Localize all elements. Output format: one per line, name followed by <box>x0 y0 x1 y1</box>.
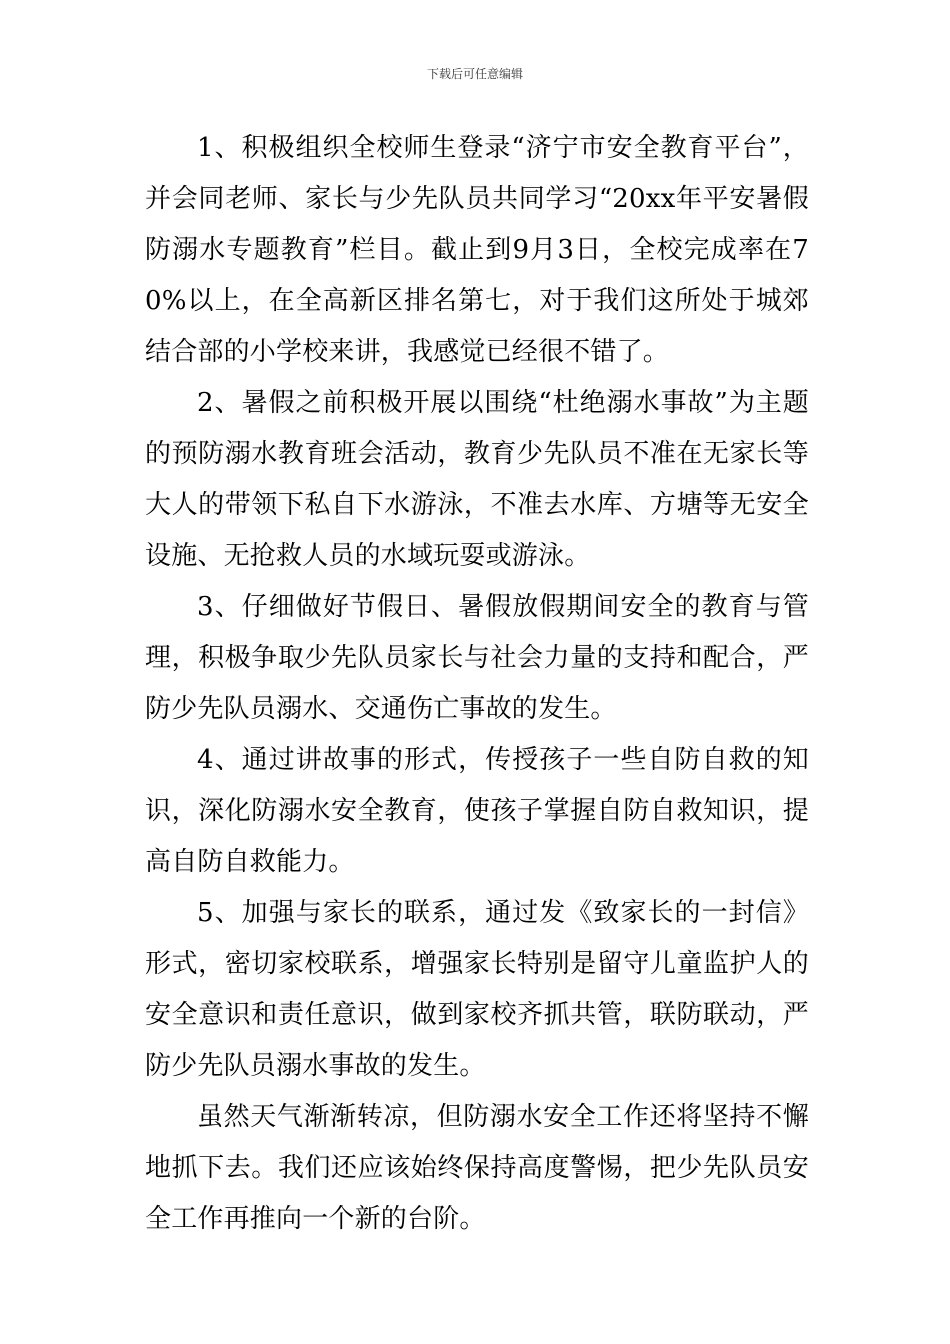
paragraph-2: 2、暑假之前积极开展以围绕“杜绝溺水事故”为主题的预防溺水教育班会活动，教育少先队员不准在无家长等大人的带领下私自下水游泳，不准去水库、方塘等无安全设施、无抢救人员的水域玩耍或游泳。 <box>145 388 809 571</box>
document-body <box>145 123 809 1245</box>
paragraph-3: 3、仔细做好节假日、暑假放假期间安全的教育与管理，积极争取少先队员家长与社会力量的支持和配合，严防少先队员溺水、交通伤亡事故的发生。 <box>145 592 809 724</box>
paragraph-5: 5、加强与家长的联系，通过发《致家长的一封信》形式，密切家校联系，增强家长特别是留守儿童监护人的安全意识和责任意识，做到家校齐抓共管，联防联动，严防少先队员溺水事故的发生。 <box>145 898 809 1081</box>
header-note: 下载后可任意编辑 <box>426 67 523 81</box>
paragraph-1: 1、积极组织全校师生登录“济宁市安全教育平台”，并会同老师、家长与少先队员共同学习“20xx年平安暑假防溺水专题教育”栏目。截止到9月3日，全校完成率在70%以上，在全高新区排名第七，对于我们这所处于城郊结合部的小学校来讲，我感觉已经很不错了。 <box>145 133 809 367</box>
paragraph-conclusion: 虽然天气渐渐转凉，但防溺水安全工作还将坚持不懈地抓下去。我们还应该始终保持高度警惕，把少先队员安全工作再推向一个新的台阶。 <box>145 1102 809 1234</box>
paragraph-4: 4、通过讲故事的形式，传授孩子一些自防自救的知识，深化防溺水安全教育，使孩子掌握自防自救知识，提高自防自救能力。 <box>145 745 809 877</box>
